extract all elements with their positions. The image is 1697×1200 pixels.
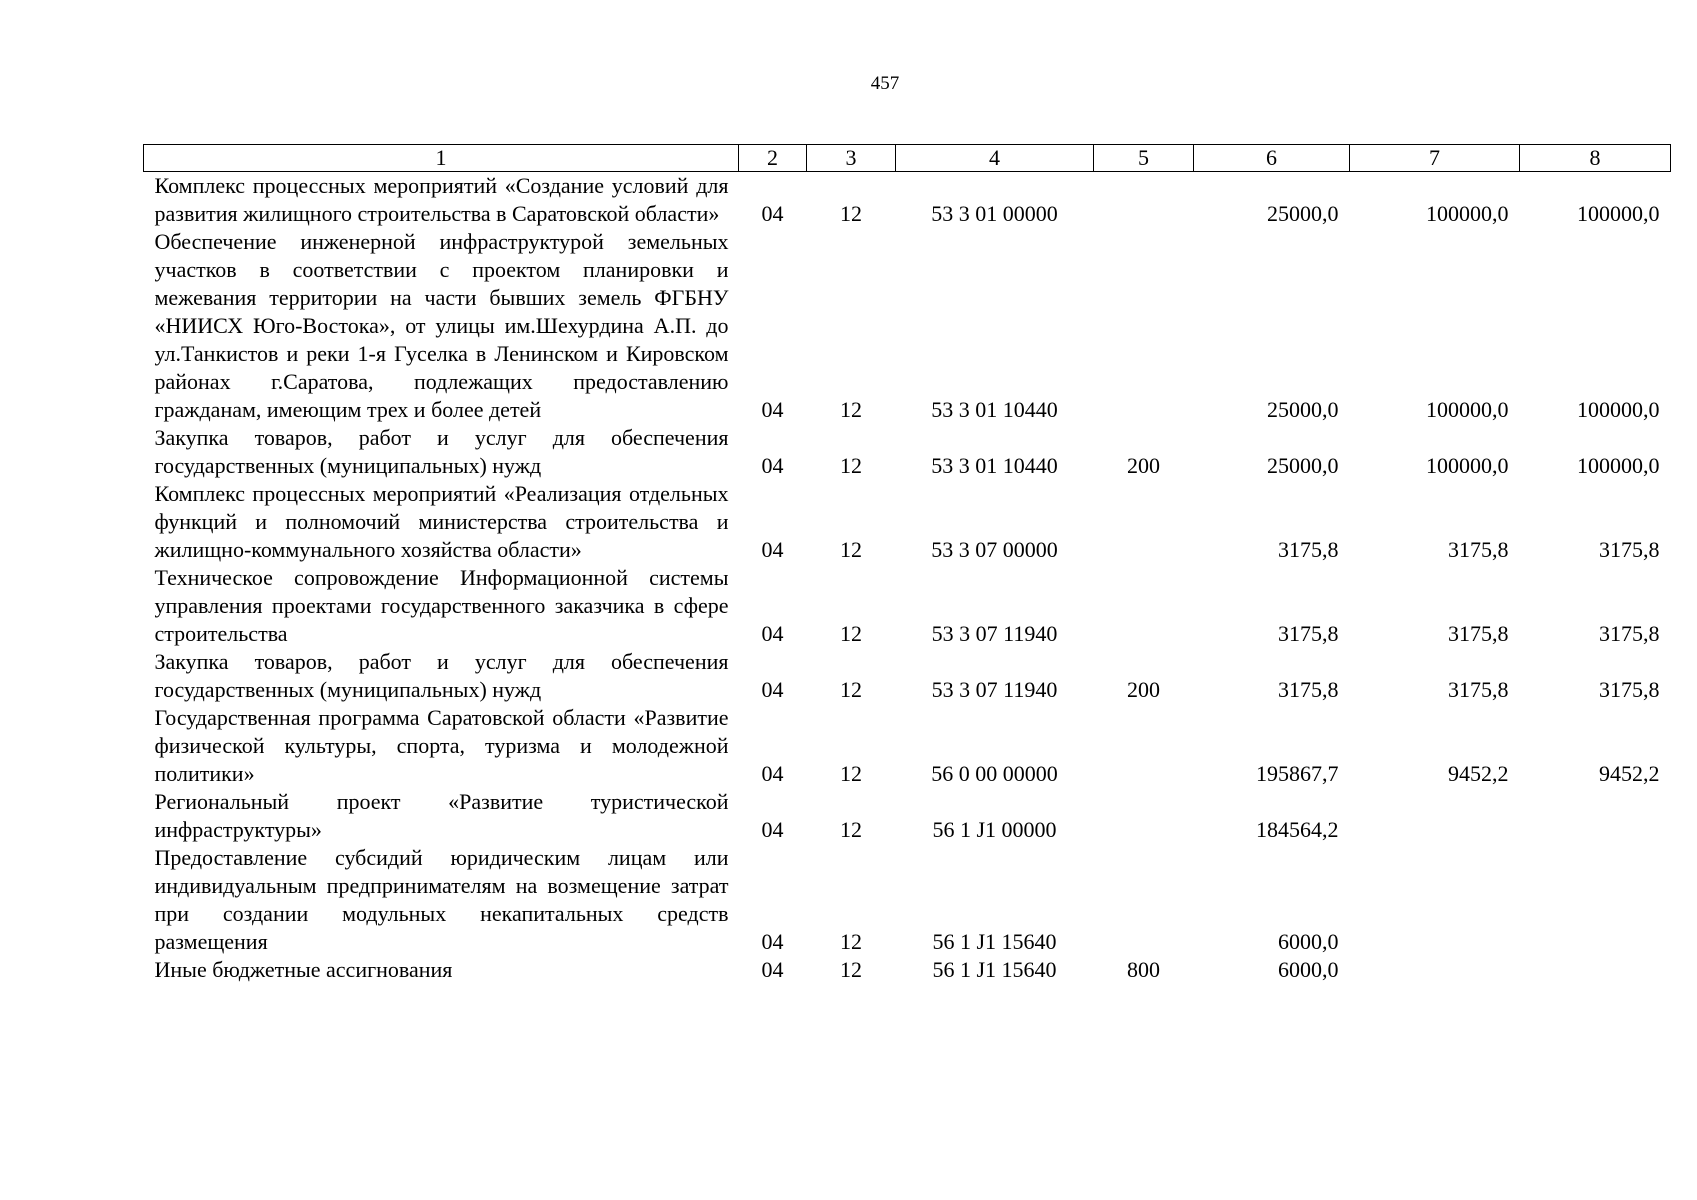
row-target-code: 53 3 01 00000: [931, 201, 1058, 226]
header-row: [144, 145, 1671, 172]
table-row: [144, 648, 1671, 704]
row-expense-type: 200: [1127, 677, 1160, 702]
row-expense-type: [1094, 564, 1194, 648]
row-target-code: 53 3 07 11940: [931, 677, 1058, 702]
row-target-code: 56 1 J1 00000: [932, 817, 1057, 842]
row-expense-type: [1094, 788, 1194, 844]
row-section: 04: [761, 761, 784, 786]
row-amount-col6: 6000,0: [1278, 957, 1339, 982]
row-amount-col8: 9452,2: [1599, 761, 1660, 786]
row-amount-col6: 3175,8: [1278, 677, 1339, 702]
row-section: 04: [761, 621, 784, 646]
row-expense-type: 200: [1127, 453, 1160, 478]
row-section: 04: [761, 453, 784, 478]
table-row: [144, 788, 1671, 844]
row-subsection: 12: [840, 677, 862, 702]
row-amount-col6: 3175,8: [1278, 537, 1339, 562]
table-row: [144, 480, 1671, 564]
table-row: [144, 956, 1671, 984]
row-section: 04: [761, 537, 784, 562]
column-header-8: 8: [1520, 145, 1671, 172]
column-header-3: 3: [807, 145, 896, 172]
row-name: Техническое сопровождение Информационной системы управления проектами государственного заказчика в сфере строительства: [154, 565, 729, 646]
row-amount-col6: 25000,0: [1267, 397, 1339, 422]
row-target-code: 56 1 J1 15640: [932, 929, 1057, 954]
row-amount-col7: 100000,0: [1426, 453, 1509, 478]
row-expense-type: [1094, 228, 1194, 424]
table-row: [144, 564, 1671, 648]
row-amount-col8: [1520, 956, 1671, 984]
row-name: Закупка товаров, работ и услуг для обеспечения государственных (муниципальных) нужд: [154, 425, 729, 478]
row-subsection: 12: [840, 537, 862, 562]
row-amount-col8: 3175,8: [1599, 537, 1660, 562]
row-target-code: 56 1 J1 15640: [932, 957, 1057, 982]
row-expense-type: [1094, 480, 1194, 564]
row-amount-col8: 3175,8: [1599, 621, 1660, 646]
row-section: 04: [761, 397, 784, 422]
row-subsection: 12: [840, 761, 862, 786]
row-subsection: 12: [840, 957, 862, 982]
row-amount-col7: 3175,8: [1448, 677, 1509, 702]
column-header-7: 7: [1350, 145, 1520, 172]
row-subsection: 12: [840, 929, 862, 954]
row-amount-col8: 100000,0: [1577, 453, 1660, 478]
column-header-1: 1: [144, 145, 739, 172]
row-amount-col7: 100000,0: [1426, 397, 1509, 422]
row-expense-type: [1094, 704, 1194, 788]
table-row: [144, 844, 1671, 956]
row-amount-col7: [1350, 956, 1520, 984]
row-amount-col6: 195867,7: [1256, 761, 1339, 786]
row-amount-col8: [1520, 788, 1671, 844]
row-name: Региональный проект «Развитие туристической инфраструктуры»: [154, 789, 729, 842]
row-amount-col6: 25000,0: [1267, 201, 1339, 226]
row-name: Комплекс процессных мероприятий «Реализация отдельных функций и полномочий министерства строительства и жилищно-коммунального хозяйства области»: [154, 481, 729, 562]
row-amount-col8: [1520, 844, 1671, 956]
row-amount-col6: 25000,0: [1267, 453, 1339, 478]
row-subsection: 12: [840, 397, 862, 422]
row-target-code: 53 3 01 10440: [931, 397, 1058, 422]
row-amount-col8: 100000,0: [1577, 201, 1660, 226]
row-name: Предоставление субсидий юридическим лицам или индивидуальным предпринимателям на возмещение затрат при создании модульных некапитальных средств размещения: [154, 845, 729, 954]
row-section: 04: [761, 677, 784, 702]
budget-table: [143, 144, 1671, 984]
row-subsection: 12: [840, 453, 862, 478]
row-section: 04: [761, 201, 784, 226]
table-header: [144, 145, 1671, 172]
row-subsection: 12: [840, 201, 862, 226]
row-target-code: 53 3 07 00000: [931, 537, 1058, 562]
row-name: Комплекс процессных мероприятий «Создание условий для развития жилищного строительства в Саратовской области»: [154, 173, 729, 226]
table-row: [144, 424, 1671, 480]
column-header-6: 6: [1194, 145, 1350, 172]
row-amount-col6: 6000,0: [1278, 929, 1339, 954]
row-expense-type: [1094, 172, 1194, 229]
row-section: 04: [761, 957, 784, 982]
row-expense-type: [1094, 844, 1194, 956]
row-amount-col7: [1350, 844, 1520, 956]
row-target-code: 53 3 07 11940: [931, 621, 1058, 646]
row-section: 04: [761, 817, 784, 842]
table-row: [144, 228, 1671, 424]
table-row: [144, 704, 1671, 788]
row-name: Государственная программа Саратовской области «Развитие физической культуры, спорта, туризма и молодежной политики»: [154, 705, 729, 786]
row-amount-col7: 100000,0: [1426, 201, 1509, 226]
row-name: Обеспечение инженерной инфраструктурой земельных участков в соответствии с проектом планировки и межевания территории на части бывших земель ФГБНУ «НИИСХ Юго-Востока», от улицы им.Шехурдина А.П. до ул.Танкистов и реки 1-я Гуселка в Ленинском и Кировском районах г.Саратова, подлежащих предоставлению гражданам, имеющим трех и более детей: [154, 229, 729, 422]
column-header-5: 5: [1094, 145, 1194, 172]
row-subsection: 12: [840, 817, 862, 842]
table-body: [144, 172, 1671, 985]
row-target-code: 56 0 00 00000: [931, 761, 1058, 786]
row-subsection: 12: [840, 621, 862, 646]
row-name: Закупка товаров, работ и услуг для обеспечения государственных (муниципальных) нужд: [154, 649, 729, 702]
table-row: [144, 172, 1671, 229]
row-amount-col6: 184564,2: [1256, 817, 1339, 842]
page-number: 457: [870, 73, 900, 94]
row-name: Иные бюджетные ассигнования: [154, 957, 453, 982]
row-amount-col6: 3175,8: [1278, 621, 1339, 646]
row-expense-type: 800: [1127, 957, 1160, 982]
row-amount-col8: 100000,0: [1577, 397, 1660, 422]
row-section: 04: [761, 929, 784, 954]
row-amount-col7: 3175,8: [1448, 621, 1509, 646]
column-header-2: 2: [739, 145, 807, 172]
row-amount-col7: 3175,8: [1448, 537, 1509, 562]
row-amount-col7: [1350, 788, 1520, 844]
row-amount-col8: 3175,8: [1599, 677, 1660, 702]
row-amount-col7: 9452,2: [1448, 761, 1509, 786]
row-target-code: 53 3 01 10440: [931, 453, 1058, 478]
column-header-4: 4: [896, 145, 1094, 172]
